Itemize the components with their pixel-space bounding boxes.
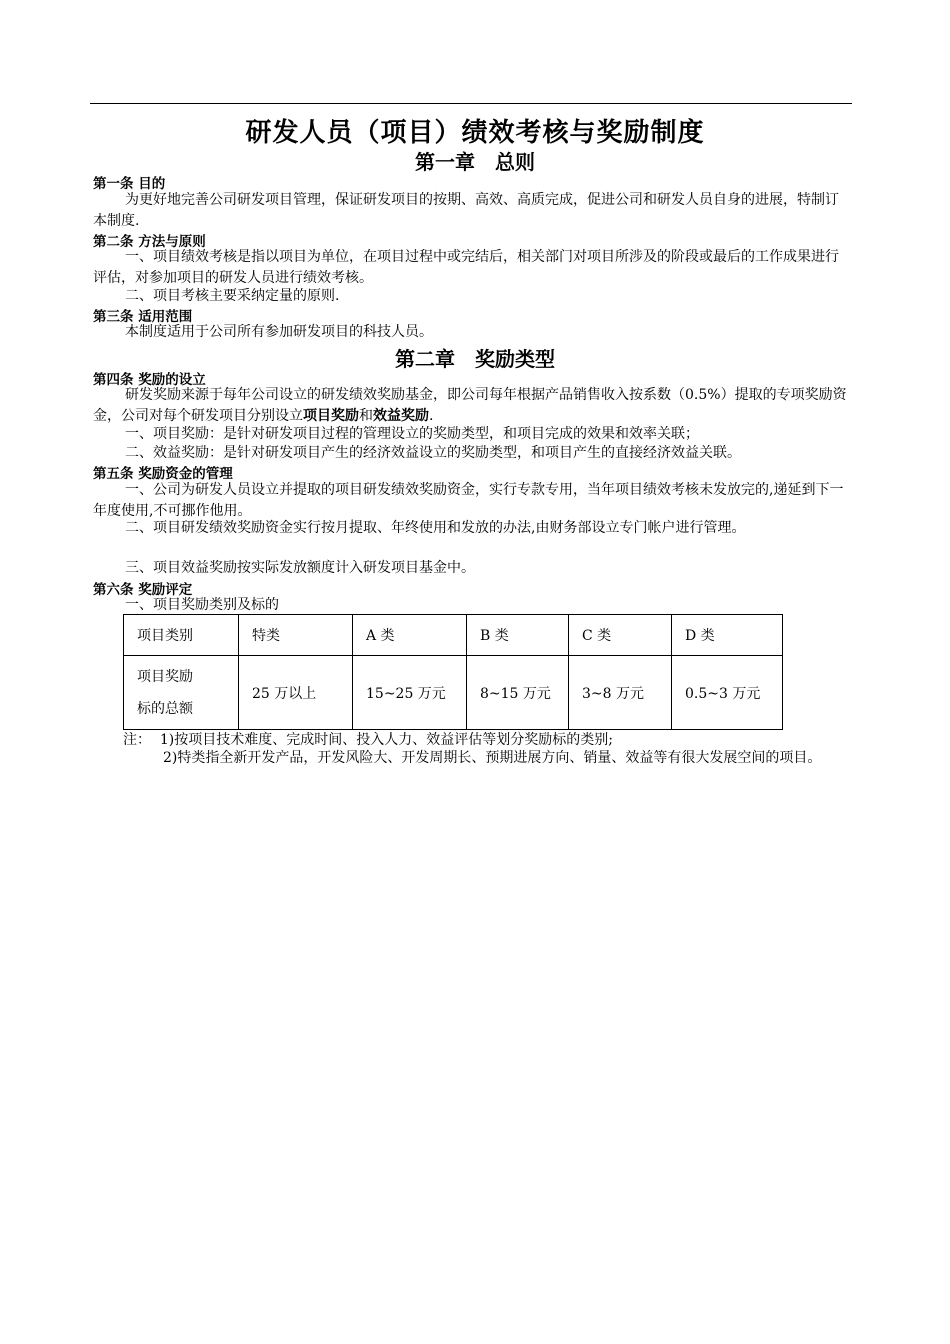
- article-1-text: 为更好地完善公司研发项目管理，保证研发项目的按期、高效、高质完成，促进公司和研发人员自身的进展，特制订本制度.: [93, 192, 839, 229]
- table-cell: 25 万以上: [239, 656, 353, 730]
- article-3-text: 本制度适用于公司所有参加研发项目的科技人员。: [125, 324, 433, 340]
- table-row: [124, 656, 783, 730]
- table-cell: 3~8 万元: [569, 656, 672, 730]
- note-2: 2)特类指全新开发产品，开发风险大、开发周期长、预期进展方向、销量、效益等有很大发展空间的项目。: [163, 750, 822, 766]
- article-1-heading: 第一条 目的: [93, 176, 166, 192]
- table-cell: 8~15 万元: [467, 656, 569, 730]
- article-5-item-1: 一、公司为研发人员设立并提取的项目研发绩效奖励资金，实行专款专用，当年项目绩效考核未发放完的,递延到下一年度使用,不可挪作他用。: [93, 482, 844, 519]
- table-header-cell: C 类: [569, 615, 672, 656]
- chapter-1-heading: 第一章 总则: [415, 150, 535, 174]
- note-1: 注： 1)按项目技术难度、完成时间、投入人力、效益评估等划分奖励标的类别;: [123, 732, 613, 748]
- benefit-reward-term: 效益奖励: [373, 407, 429, 424]
- article-2-item-1: 一、项目绩效考核是指以项目为单位，在项目过程中或完结后，相关部门对项目所涉及的阶段或最后的工作成果进行评估，对参加项目的研发人员进行绩效考核。: [93, 249, 839, 286]
- article-5-item-2: 二、项目研发绩效奖励资金实行按月提取、年终使用和发放的办法,由财务部设立专门帐户进行管理。: [125, 520, 746, 536]
- table-cell: 0.5~3 万元: [672, 656, 783, 730]
- row-label-cell: 项目奖励 标的总额: [124, 656, 239, 730]
- table-header-cell: A 类: [353, 615, 467, 656]
- article-6-subheading: 一、项目奖励类别及标的: [125, 597, 279, 613]
- table-header-cell: 项目类别: [124, 615, 239, 656]
- chapter-2-heading: 第二章 奖励类型: [395, 347, 555, 371]
- article-4-text: 研发奖励来源于每年公司设立的研发绩效奖励基金，即公司每年根据产品销售收入按系数（0.5%）提取的专项奖励资金，公司对每个研发项目分别设立项目奖励和效益奖励.: [93, 387, 847, 424]
- table-cell: 15~25 万元: [353, 656, 467, 730]
- article-2-item-2: 二、项目考核主要采纳定量的原则.: [125, 288, 340, 304]
- award-category-table: [123, 614, 783, 730]
- article-5-item-3: 三、项目效益奖励按实际发放额度计入研发项目基金中。: [125, 560, 475, 576]
- table-header-row: [124, 615, 783, 656]
- article-2-heading: 第二条 方法与原则: [93, 234, 206, 250]
- table-header-cell: D 类: [672, 615, 783, 656]
- article-4-heading: 第四条 奖励的设立: [93, 372, 206, 388]
- article-4-item-2: 二、效益奖励：是针对研发项目产生的经济效益设立的奖励类型，和项目产生的直接经济效益关联。: [125, 445, 741, 461]
- header-rule: [90, 103, 852, 104]
- project-reward-term: 项目奖励: [303, 407, 359, 424]
- article-4-item-1: 一、项目奖励：是针对研发项目过程的管理设立的奖励类型，和项目完成的效果和效率关联；: [125, 426, 699, 442]
- article-5-heading: 第五条 奖励资金的管理: [93, 466, 233, 482]
- table-header-cell: 特类: [239, 615, 353, 656]
- document-title: 研发人员（项目）绩效考核与奖励制度: [245, 118, 705, 148]
- article-6-heading: 第六条 奖励评定: [93, 582, 193, 598]
- article-3-heading: 第三条 适用范围: [93, 309, 193, 325]
- table-header-cell: B 类: [467, 615, 569, 656]
